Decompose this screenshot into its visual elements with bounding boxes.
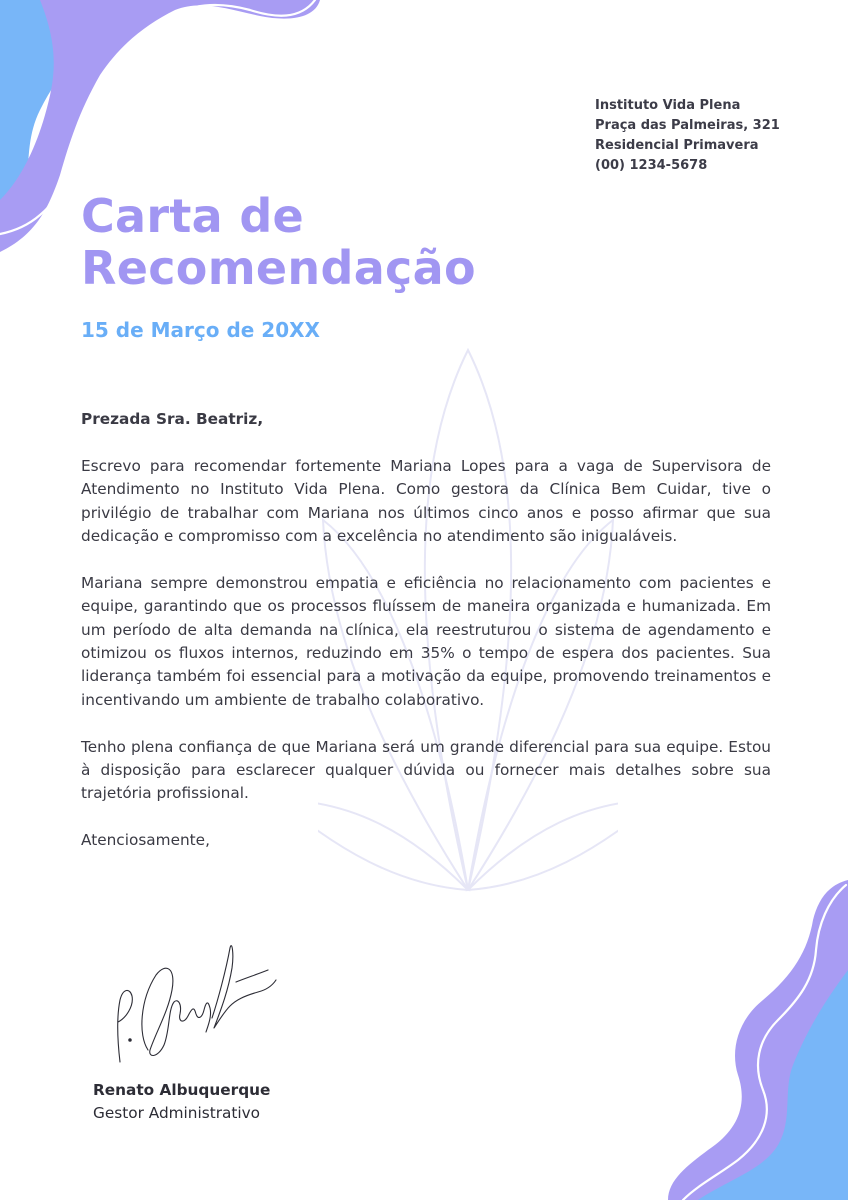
paragraph-2: Mariana sempre demonstrou empatia e eficiência no relacionamento com pacientes e equipe, garantindo que os processos fluíssem de maneira organizada e humanizada. Em um período de alta demanda na clínica, ela reestruturou o sistema de agendamento e otimizou os fluxos internos, reduzindo em 35% o tempo de espera dos pacientes. Sua liderança também foi essencial para a motivação da equipe, promovendo treinamentos e incentivando um ambiente de trabalho colaborativo.: [81, 573, 771, 709]
title-line1: Carta de: [81, 189, 305, 243]
title-line2: Recomendação: [81, 241, 476, 295]
bottom-right-wave-decoration: [668, 880, 848, 1200]
sender-organization: Instituto Vida Plena: [595, 98, 741, 113]
letter-date: 15 de Março de 20XX: [81, 318, 320, 342]
letter-title: [81, 190, 476, 294]
closing: Atenciosamente,: [81, 831, 210, 850]
letter-body: [81, 408, 771, 876]
signer-role: Gestor Administrativo: [93, 1104, 261, 1122]
handwritten-signature: [108, 940, 278, 1070]
sender-address-line2: Residencial Primavera: [595, 138, 759, 153]
sender-phone: (00) 1234-5678: [595, 158, 708, 173]
paragraph-1: Escrevo para recomendar fortemente Mariana Lopes para a vaga de Supervisora de Atendimento no Instituto Vida Plena. Como gestora da Clínica Bem Cuidar, tive o privilégio de trabalhar com Mariana nos últimos cinco anos e posso afirmar que sua dedicação e compromisso com a excelência no atendimento são inigualáveis.: [81, 456, 771, 546]
salutation: Prezada Sra. Beatriz,: [81, 410, 264, 428]
paragraph-3: Tenho plena confiança de que Mariana será um grande diferencial para sua equipe. Estou à disposição para esclarecer qualquer dúvida ou fornecer mais detalhes sobre sua trajetória profissional.: [81, 737, 771, 803]
signer-name: Renato Albuquerque: [93, 1081, 271, 1099]
sender-address-block: [595, 96, 780, 176]
sender-address-line1: Praça das Palmeiras, 321: [595, 118, 780, 133]
